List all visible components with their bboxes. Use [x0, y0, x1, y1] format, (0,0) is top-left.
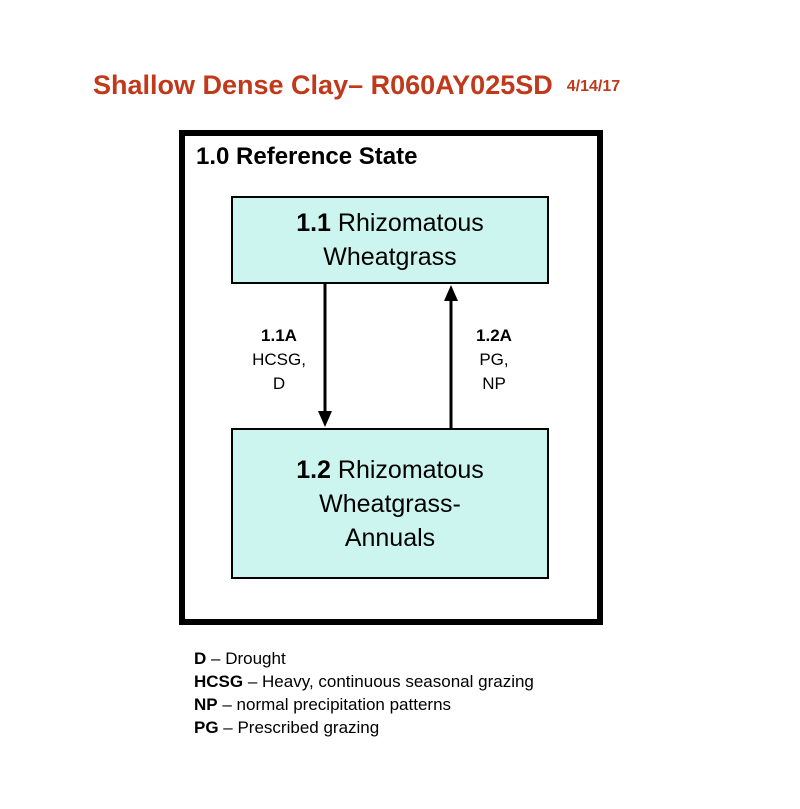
community-1-2-line-1	[296, 453, 484, 487]
title-text: Shallow Dense Clay– R060AY025SD	[93, 70, 553, 100]
community-1-1-box	[231, 196, 549, 284]
transition-1-1a-cause-1: HCSG,	[252, 350, 306, 369]
legend-text: Heavy, continuous seasonal grazing	[262, 672, 534, 691]
legend-row	[194, 693, 534, 716]
community-1-1-name-part-1: Rhizomatous	[337, 209, 484, 237]
community-1-2-number: 1.2	[296, 455, 331, 484]
title-date: 4/14/17	[566, 78, 621, 95]
community-1-2-name-part-1: Rhizomatous	[337, 455, 484, 484]
diagram-title	[93, 70, 620, 101]
legend-sep: –	[243, 672, 263, 691]
legend-row	[194, 647, 534, 670]
legend-abbr: PG	[194, 718, 219, 737]
legend-text: normal precipitation patterns	[236, 695, 452, 714]
transition-1-2a-label	[449, 324, 539, 396]
legend-text: Drought	[225, 649, 286, 668]
legend-sep: –	[218, 718, 238, 737]
legend-abbr: D	[194, 649, 207, 668]
legend-row	[194, 670, 534, 693]
community-1-1-name-part-2: Wheatgrass	[323, 243, 457, 271]
transition-1-1a-label	[234, 324, 324, 396]
legend-sep: –	[217, 695, 237, 714]
transition-1-1a-code: 1.1A	[261, 326, 297, 345]
community-1-2-box	[231, 428, 549, 579]
transition-1-1a-cause-2: D	[272, 374, 286, 393]
state-label: 1.0 Reference State	[196, 143, 418, 170]
legend-row	[194, 716, 534, 739]
community-1-1-number: 1.1	[296, 209, 331, 237]
community-1-2-name-part-2: Wheatgrass-	[319, 489, 461, 518]
legend-abbr: NP	[194, 695, 218, 714]
transition-1-2a-code: 1.2A	[476, 326, 512, 345]
legend-sep: –	[206, 649, 226, 668]
legend-abbr: HCSG	[194, 672, 244, 691]
transition-1-2a-cause-2: NP	[482, 374, 506, 393]
community-1-2-name-part-3: Annuals	[344, 523, 436, 552]
community-1-1-line-1	[296, 206, 484, 240]
legend-text: Prescribed grazing	[237, 718, 380, 737]
legend	[194, 647, 534, 739]
transition-1-2a-cause-1: PG,	[479, 350, 509, 369]
